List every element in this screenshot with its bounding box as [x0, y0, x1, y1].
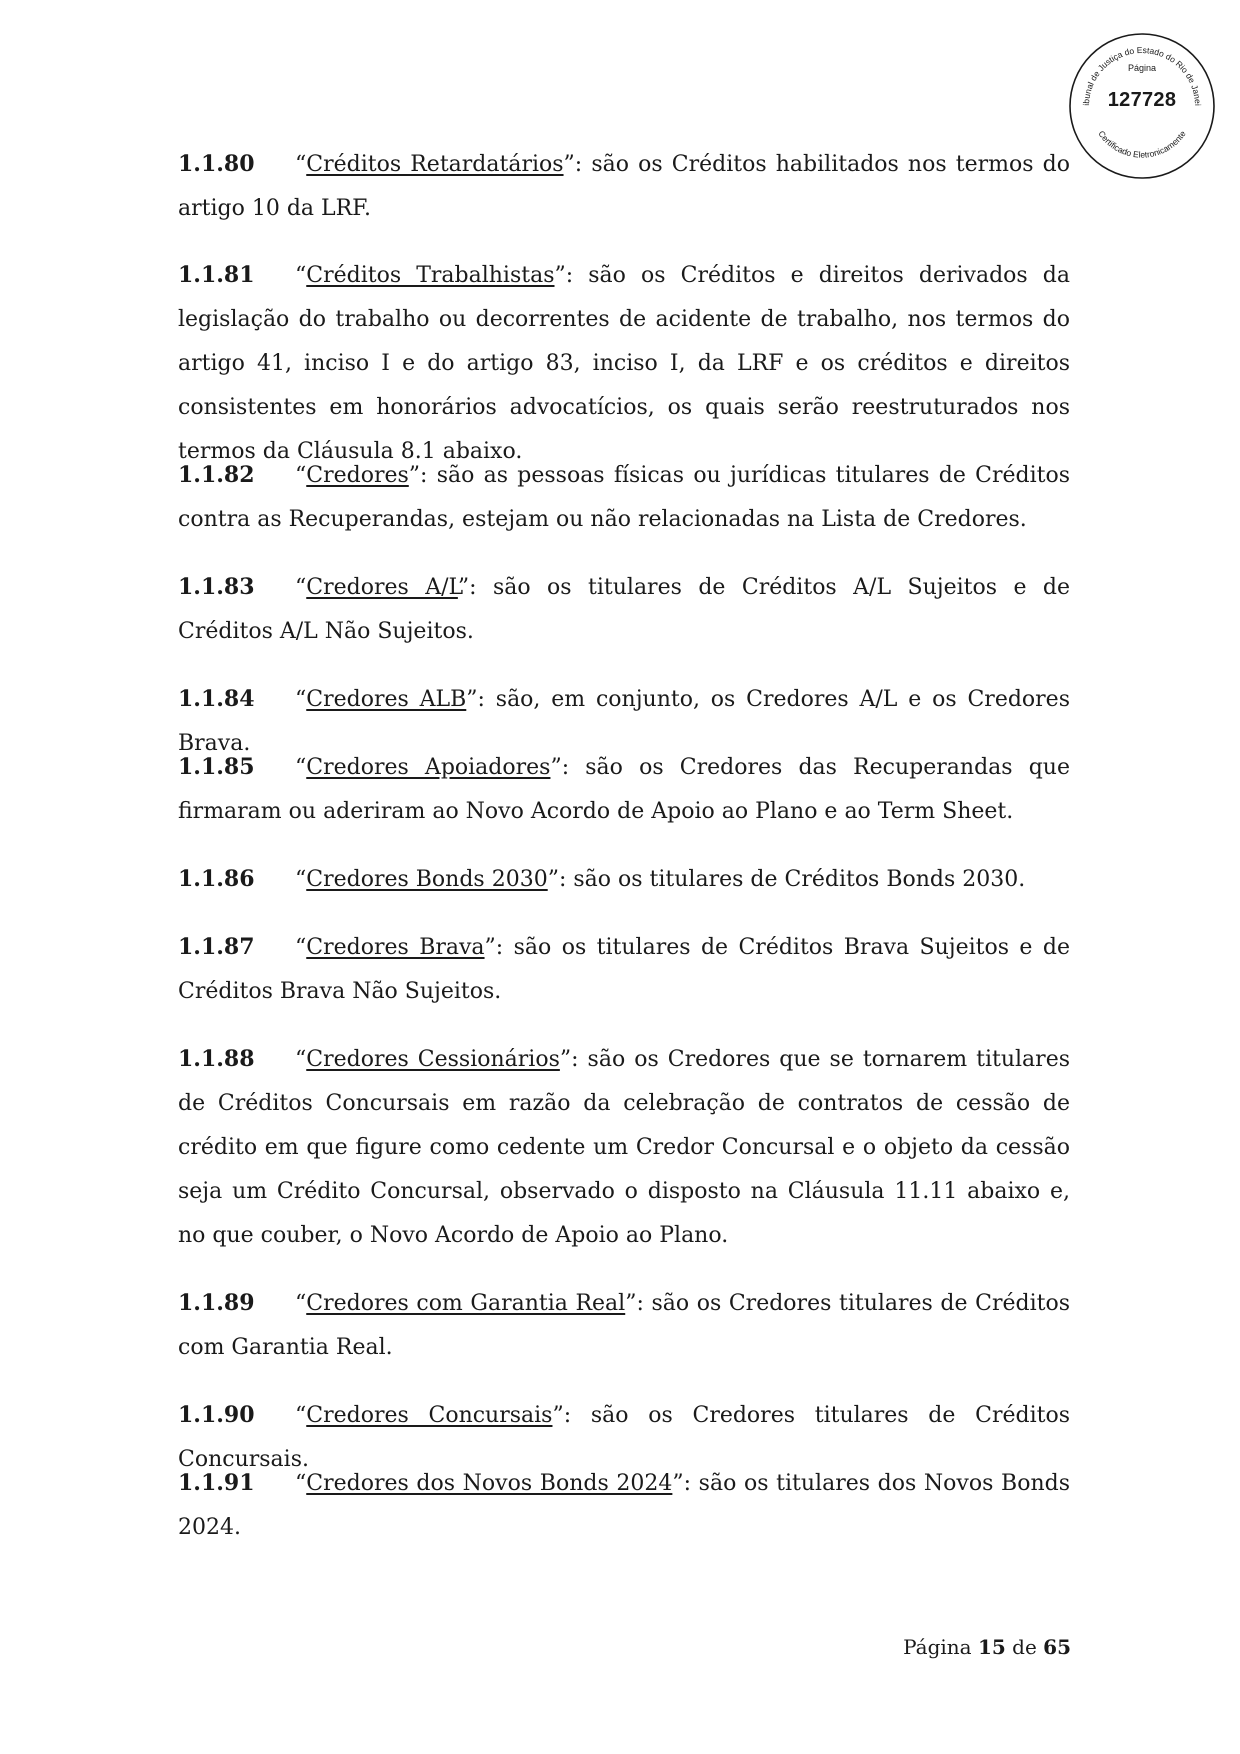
defined-term: Credores A/L	[306, 575, 458, 600]
clause-number: 1.1.82	[178, 462, 255, 488]
close-quote: ”	[550, 755, 562, 780]
clause-number: 1.1.88	[178, 1046, 255, 1072]
clause-text: : são os Credores titulares de Créditos Concursais.	[178, 1403, 1070, 1472]
clause-text: : são os Credores que se tornarem titulares de Créditos Concursais em razão da celebração de contratos de cessão de crédito em que figure como cedente um Credor Concursal e o objeto da cessão seja um Crédito Concursal, observado o disposto na Cláusula 11.11 abaixo e, no que couber, o Novo Acordo de Apoio ao Plano.	[178, 1047, 1070, 1248]
stamp-ring-top-text: ibunal de Justiça do Estado do Rio de Janei	[1080, 44, 1204, 106]
close-quote: ”	[484, 935, 496, 960]
defined-term: Créditos Retardatários	[306, 152, 564, 177]
page-footer	[903, 1632, 1071, 1662]
footer-current-page: 15	[977, 1635, 1006, 1659]
clause-number: 1.1.90	[178, 1402, 255, 1428]
open-quote: “	[295, 575, 307, 600]
clause-number: 1.1.83	[178, 574, 255, 600]
clause-number: 1.1.85	[178, 754, 255, 780]
defined-term: Credores Apoiadores	[306, 755, 551, 780]
clause-1-1-88	[178, 1037, 1070, 1258]
close-quote: ”	[559, 1047, 572, 1072]
close-quote: ”	[466, 687, 478, 712]
defined-term: Credores Brava	[306, 935, 485, 960]
close-quote: ”	[552, 1403, 564, 1428]
stamp-ring-bottom-text: Certificado Eletronicamente	[1096, 128, 1188, 160]
defined-term: Credores dos Novos Bonds 2024	[306, 1471, 673, 1496]
clause-number: 1.1.89	[178, 1290, 255, 1316]
clause-number: 1.1.80	[178, 151, 255, 177]
clause-1-1-83	[178, 565, 1070, 654]
clause-text: : são os Créditos e direitos derivados da legislação do trabalho ou decorrentes de acidente de trabalho, nos termos do artigo 41, inciso I e do artigo 83, inciso I, da LRF e os créditos e direitos consistentes em honorários advocatícios, os quais serão reestruturados nos termos da Cláusula 8.1 abaixo.	[178, 263, 1070, 464]
clause-text: : são os titulares de Créditos A/L Sujeitos e de Créditos A/L Não Sujeitos.	[178, 575, 1070, 644]
clause-text: : são os Credores titulares de Créditos com Garantia Real.	[178, 1291, 1070, 1360]
clause-text: : são os titulares dos Novos Bonds 2024.	[178, 1471, 1070, 1540]
close-quote: ”	[554, 263, 566, 288]
stamp-page-number: 127728	[1107, 89, 1177, 111]
defined-term: Credores Bonds 2030	[306, 867, 548, 892]
clause-number: 1.1.81	[178, 262, 255, 288]
defined-term: Credores ALB	[306, 687, 467, 712]
clause-1-1-82	[178, 453, 1070, 542]
footer-total-pages: 65	[1043, 1635, 1071, 1659]
clause-1-1-85	[178, 745, 1070, 834]
open-quote: “	[295, 1291, 307, 1316]
clause-text: : são os titulares de Créditos Brava Sujeitos e de Créditos Brava Não Sujeitos.	[178, 935, 1070, 1004]
open-quote: “	[295, 1403, 307, 1428]
defined-term: Credores	[306, 463, 409, 488]
clause-number: 1.1.86	[178, 866, 255, 892]
clause-number: 1.1.84	[178, 686, 255, 712]
clause-1-1-80	[178, 142, 1070, 231]
clause-1-1-89	[178, 1281, 1070, 1370]
clause-1-1-91	[178, 1461, 1070, 1550]
open-quote: “	[295, 755, 307, 780]
open-quote: “	[295, 463, 307, 488]
defined-term: Créditos Trabalhistas	[306, 263, 555, 288]
court-stamp	[1067, 31, 1217, 181]
clause-text: : são os Credores das Recuperandas que firmaram ou aderiram ao Novo Acordo de Apoio ao Plano e ao Term Sheet.	[178, 755, 1070, 824]
close-quote: ”	[563, 152, 575, 177]
open-quote: “	[295, 263, 307, 288]
defined-term: Credores Cessionários	[306, 1047, 560, 1072]
footer-page-label: Página	[903, 1635, 972, 1659]
open-quote: “	[295, 867, 307, 892]
clause-number: 1.1.87	[178, 934, 255, 960]
close-quote: ”	[547, 867, 559, 892]
open-quote: “	[295, 935, 307, 960]
clause-text: : são, em conjunto, os Credores A/L e os Credores Brava.	[178, 687, 1070, 756]
clause-text: : são os titulares de Créditos Bonds 2030.	[558, 867, 1026, 892]
footer-separator: de	[1012, 1635, 1037, 1659]
defined-term: Credores com Garantia Real	[306, 1291, 626, 1316]
clause-text: : são os Créditos habilitados nos termos do artigo 10 da LRF.	[178, 152, 1070, 221]
open-quote: “	[295, 687, 307, 712]
clause-1-1-81	[178, 253, 1070, 474]
clause-text: : são as pessoas físicas ou jurídicas titulares de Créditos contra as Recuperandas, estejam ou não relacionadas na Lista de Credores.	[178, 463, 1070, 532]
defined-term: Credores Concursais	[306, 1403, 553, 1428]
clause-1-1-87	[178, 925, 1070, 1014]
open-quote: “	[295, 1471, 307, 1496]
close-quote: ”	[457, 575, 470, 600]
open-quote: “	[295, 1047, 307, 1072]
close-quote: ”	[625, 1291, 637, 1316]
stamp-label: Página	[1127, 63, 1157, 73]
close-quote: ”	[408, 463, 421, 488]
clause-1-1-86	[178, 857, 1070, 902]
close-quote: ”	[672, 1471, 684, 1496]
open-quote: “	[295, 152, 307, 177]
clause-number: 1.1.91	[178, 1470, 255, 1496]
